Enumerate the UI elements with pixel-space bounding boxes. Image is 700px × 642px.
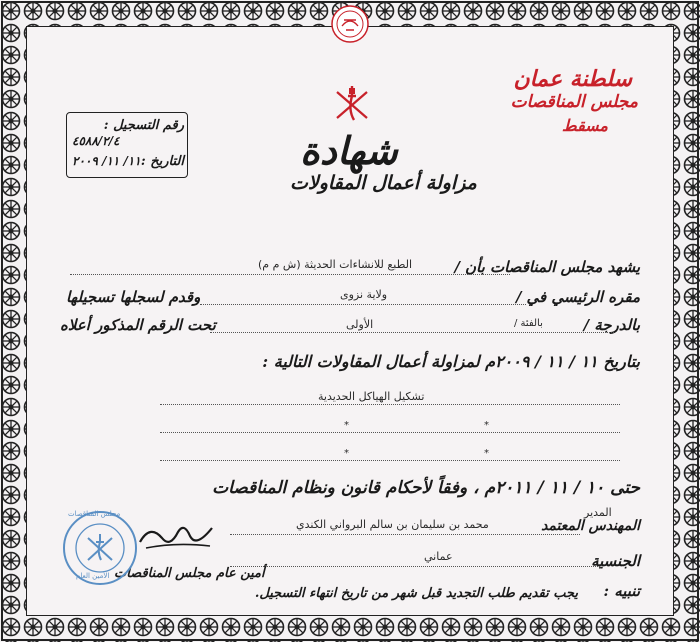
engineer-name: محمد بن سليمان بن سالم البرواني الكندي — [296, 518, 489, 531]
activity-placeholder-2b: * — [484, 420, 489, 431]
authority-line2: مجلس المناقصات — [510, 92, 638, 112]
activity-placeholder-3b: * — [484, 448, 489, 459]
engineer-label: المهندس المعتمد — [541, 518, 640, 534]
company-line — [70, 274, 510, 275]
grade-label: بالدرجة / — [583, 316, 640, 334]
entry-label: وقدم لسجلها تسجيلها — [66, 288, 201, 306]
activity-placeholder-3a: * — [344, 448, 349, 459]
blue-seal-text-bottom: الأمين العام — [76, 572, 110, 580]
nationality-value: عماني — [424, 550, 453, 563]
registration-number-label: رقم التسجيل : — [103, 118, 184, 133]
date-line: بتاريخ ١١ / ١١ / ٢٠٠٩م لمزاولة أعمال المقاولات التالية : — [262, 352, 640, 371]
hq-label: مقره الرئيسي في / — [515, 288, 640, 306]
grade-line — [210, 332, 614, 333]
nationality-line — [230, 566, 600, 567]
grade-field-label: بالفئة / — [514, 318, 543, 329]
activity-placeholder-2a: * — [344, 420, 349, 431]
activity-line-1 — [160, 404, 620, 405]
note-text: يجب تقديم طلب التجديد قبل شهر من تاريخ انتهاء التسجيل. — [254, 586, 578, 601]
blue-seal-text: مجلس المناقصات — [68, 510, 121, 518]
certificate-title: شهادة — [300, 128, 398, 173]
registration-date-value: ١١/ ١١/ ٢٠٠٩ — [72, 154, 141, 168]
validity-line: حتى ١٠ / ١١ / ٢٠١١م ، وفقاً لأحكام قانون ونظام المناقصات — [212, 478, 640, 498]
registration-number-value: ٤٥٨٨/٢/٤ — [72, 134, 120, 148]
category-note: تحت الرقم المذكور أعلاه — [60, 316, 216, 334]
nationality-label: الجنسية — [591, 552, 640, 570]
national-emblem-icon — [331, 82, 373, 124]
company-name: الطبع للانشاءات الحديثة (ش م م) — [258, 258, 413, 271]
top-seal-icon — [330, 4, 370, 44]
certificate-subtitle: مزاولة أعمال المقاولات — [290, 172, 477, 194]
activity-line-2 — [160, 432, 620, 433]
registration-date-label: التاريخ : — [140, 154, 184, 169]
authority-line1: سلطنة عمان — [513, 66, 632, 92]
signature-title: أمين عام مجلس المناقصات — [114, 566, 265, 581]
manager-title: المدير — [584, 506, 612, 519]
activity-line-3 — [160, 460, 620, 461]
grade-value: الأولى — [346, 318, 374, 331]
activity-1: تشكيل الهياكل الحديدية — [318, 390, 425, 403]
authority-line3: مسقط — [561, 116, 608, 135]
certifies-label: يشهد مجلس المناقصات بأن / — [454, 258, 640, 276]
signature-scribble — [136, 522, 216, 556]
note-label: تنبيه : — [603, 582, 640, 600]
engineer-line — [230, 534, 580, 535]
hq-value: ولاية نزوى — [340, 288, 388, 301]
hq-line — [200, 304, 526, 305]
